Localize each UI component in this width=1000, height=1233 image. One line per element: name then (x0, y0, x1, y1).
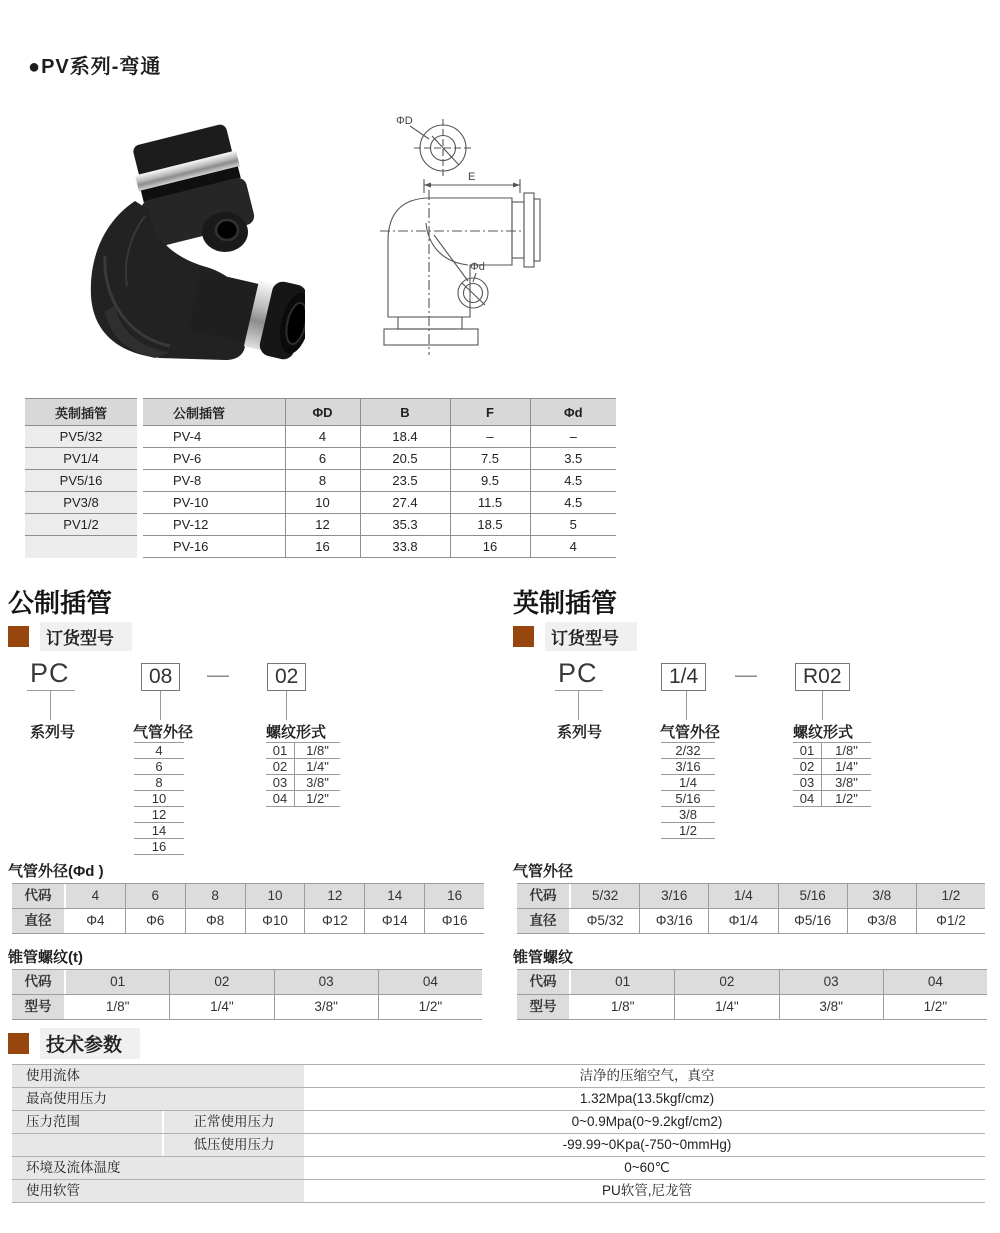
table-cell: 10 (245, 884, 305, 908)
table-cell: 3/16 (639, 884, 708, 908)
table-cell: 9.5 (450, 470, 530, 492)
table-row (793, 759, 871, 775)
connector-line (555, 690, 603, 691)
option-item: 14 (134, 823, 184, 839)
table-row (793, 743, 871, 759)
table-cell: 1/4" (169, 995, 273, 1019)
option-item: 12 (134, 807, 184, 823)
table-cell: 1/2" (306, 791, 329, 806)
table-cell: 35.3 (360, 514, 450, 536)
dim-label-phiD: ΦD (396, 115, 413, 127)
thread-form-label: 螺纹形式 (266, 724, 327, 741)
table-cell: 04 (883, 970, 987, 994)
row-header: 直径 (517, 909, 571, 933)
dim-label-phid: Φd (470, 261, 485, 273)
code-dash: — (207, 662, 229, 687)
table-cell: 16 (424, 884, 484, 908)
tech-params-header (8, 1028, 140, 1059)
table-cell: Φ10 (245, 909, 305, 933)
option-item: 16 (134, 839, 184, 855)
table-cell: 04 (793, 791, 822, 806)
table-cell: 02 (266, 759, 295, 774)
section-title-imperial: 英制插管 (513, 588, 618, 618)
table-cell: PV5/16 (25, 470, 140, 492)
table-cell: 3/8" (306, 775, 329, 790)
code-thread-box-imperial: R02 (795, 663, 850, 691)
row-header: 最高使用压力 (12, 1088, 304, 1110)
tube-od-label: 气管外径 (660, 724, 721, 741)
table-cell: 5 (530, 514, 616, 536)
table-cell: 4 (285, 426, 360, 448)
table-row (517, 995, 987, 1020)
tube-od-label: 气管外径 (133, 724, 194, 741)
dim-label-E: E (468, 171, 476, 183)
row-header: 压力范围 (12, 1111, 162, 1133)
table-row (517, 969, 987, 995)
table-cell: 1/8" (835, 743, 858, 758)
table-cell: 12 (304, 884, 364, 908)
table-row (25, 492, 616, 514)
table-cell: 04 (378, 970, 482, 994)
series-label: 系列号 (30, 724, 76, 741)
option-item: 5/16 (661, 791, 715, 807)
order-code-header-metric (8, 622, 132, 651)
table-cell: PV5/32 (25, 426, 140, 448)
table-cell: 02 (169, 970, 273, 994)
thread-options-table-imperial (793, 742, 871, 807)
table-row (266, 775, 340, 791)
table-row (12, 1134, 985, 1157)
table-cell: Φ16 (424, 909, 484, 933)
table-cell: 5/16 (778, 884, 847, 908)
code-series-metric: PC (30, 658, 70, 688)
tube-od-options-imperial (661, 742, 715, 839)
option-item: 10 (134, 791, 184, 807)
row-header: 代码 (12, 884, 66, 908)
table-cell: Φ3/16 (639, 909, 708, 933)
table-cell: 10 (285, 492, 360, 514)
table-row (12, 1180, 985, 1203)
table-cell: PV1/4 (25, 448, 140, 470)
table-cell: 20.5 (360, 448, 450, 470)
table-cell: PV-10 (140, 492, 285, 514)
table-row (793, 791, 871, 807)
option-item: 3/8 (661, 807, 715, 823)
table-cell: 0~0.9Mpa(0~9.2kgf/cm2) (304, 1111, 985, 1133)
row-header: 代码 (517, 884, 571, 908)
column-header: ΦD (285, 399, 360, 426)
connector-line (686, 691, 687, 720)
column-header: 英制插管 (25, 399, 140, 426)
table-cell: 18.4 (360, 426, 450, 448)
table-row (12, 1064, 985, 1088)
row-header: 使用软管 (12, 1180, 304, 1202)
table-row (25, 426, 616, 448)
option-item: 1/4 (661, 775, 715, 791)
table-cell: Φ1/2 (916, 909, 985, 933)
table-row (266, 759, 340, 775)
thread-table-imperial (517, 969, 987, 1020)
table-cell: 01 (66, 970, 169, 994)
thread-options-table-metric (266, 742, 340, 807)
table-cell: Φ5/16 (778, 909, 847, 933)
section-marker (8, 626, 29, 647)
code-dash: — (735, 662, 757, 687)
table-row (12, 1157, 985, 1180)
table-cell: 1/4" (835, 759, 858, 774)
thread-form-label: 螺纹形式 (793, 724, 854, 741)
row-header (12, 1134, 162, 1156)
table-row (25, 536, 616, 558)
table-cell: 01 (571, 970, 674, 994)
spec-table-wrap (25, 398, 616, 558)
table-cell: Φ1/4 (708, 909, 777, 933)
table-cell: Φ4 (66, 909, 125, 933)
table-cell: 1.32Mpa(13.5kgf/cmz) (304, 1088, 985, 1110)
table-cell: 洁净的压缩空气，真空 (304, 1065, 985, 1087)
table-row (12, 1111, 985, 1134)
table-cell: 04 (266, 791, 295, 806)
table-cell: 27.4 (360, 492, 450, 514)
column-header: Φd (530, 399, 616, 426)
table-cell: PV-16 (140, 536, 285, 558)
column-header: 公制插管 (140, 399, 285, 426)
table-row (25, 514, 616, 536)
tube-od-options-metric (134, 742, 184, 855)
table-cell: Φ12 (304, 909, 364, 933)
connector-line (50, 690, 51, 720)
table-cell: 02 (674, 970, 778, 994)
table-cell: 18.5 (450, 514, 530, 536)
product-photo (75, 106, 305, 386)
table-cell: 6 (285, 448, 360, 470)
tech-params-title: 技术参数 (40, 1028, 140, 1059)
section-marker (8, 1033, 29, 1054)
connector-line (27, 690, 75, 691)
table-cell: 4.5 (530, 492, 616, 514)
tube-od-table-title-imperial: 气管外径 (513, 863, 574, 880)
table-cell: 1/4" (674, 995, 778, 1019)
table-cell: 1/4" (306, 759, 329, 774)
column-header: B (360, 399, 450, 426)
connector-line (578, 690, 579, 720)
code-size-box-metric: 08 (141, 663, 180, 691)
table-cell: 1/4 (708, 884, 777, 908)
table-cell: 33.8 (360, 536, 450, 558)
table-cell: 14 (364, 884, 424, 908)
table-cell: Φ14 (364, 909, 424, 933)
table-cell (25, 536, 140, 558)
table-row (12, 909, 484, 934)
row-header: 型号 (12, 995, 66, 1019)
table-cell: Φ6 (125, 909, 185, 933)
table-cell: 0~60℃ (304, 1157, 985, 1179)
table-cell: 4.5 (530, 470, 616, 492)
table-cell: 1/2" (835, 791, 858, 806)
table-cell: 8 (285, 470, 360, 492)
table-cell: 5/32 (571, 884, 639, 908)
table-cell: PV-6 (140, 448, 285, 470)
row-subheader: 正常使用压力 (162, 1111, 304, 1133)
table-cell: 6 (125, 884, 185, 908)
option-item: 2/32 (661, 743, 715, 759)
table-cell: 3/8" (274, 995, 378, 1019)
table-row (12, 995, 482, 1020)
table-cell: 12 (285, 514, 360, 536)
option-item: 4 (134, 743, 184, 759)
table-cell: 1/2 (916, 884, 985, 908)
table-cell: 03 (779, 970, 883, 994)
column-header: F (450, 399, 530, 426)
table-cell: 16 (450, 536, 530, 558)
section-title-metric: 公制插管 (8, 588, 113, 618)
row-header: 直径 (12, 909, 66, 933)
table-cell: 23.5 (360, 470, 450, 492)
row-header: 代码 (12, 970, 66, 994)
table-cell: PV-12 (140, 514, 285, 536)
table-cell: 11.5 (450, 492, 530, 514)
order-code-label: 订货型号 (545, 622, 637, 651)
row-header: 环境及流体温度 (12, 1157, 304, 1179)
table-cell: 1/2" (883, 995, 987, 1019)
table-row (25, 448, 616, 470)
table-cell: 4 (66, 884, 125, 908)
code-thread-box-metric: 02 (267, 663, 306, 691)
table-cell: 3.5 (530, 448, 616, 470)
table-cell: 03 (274, 970, 378, 994)
table-row (12, 883, 484, 909)
row-header: 代码 (517, 970, 571, 994)
option-item: 8 (134, 775, 184, 791)
table-cell: 01 (793, 743, 822, 758)
table-row (517, 909, 985, 934)
table-cell: PV-4 (140, 426, 285, 448)
series-label: 系列号 (557, 724, 603, 741)
table-row (266, 791, 340, 807)
table-cell: PV3/8 (25, 492, 140, 514)
tube-od-table-title-metric: 气管外径(Φd ) (8, 863, 104, 880)
thread-table-metric (12, 969, 482, 1020)
order-code-header-imperial (513, 622, 637, 651)
code-size-box-imperial: 1/4 (661, 663, 706, 691)
table-cell: 3/8 (847, 884, 916, 908)
table-cell: 7.5 (450, 448, 530, 470)
code-series-imperial: PC (558, 658, 598, 688)
connector-line (286, 691, 287, 720)
table-cell: 1/8" (306, 743, 329, 758)
table-cell: – (450, 426, 530, 448)
option-item: 6 (134, 759, 184, 775)
side-nub (202, 212, 248, 252)
table-row (12, 969, 482, 995)
table-cell: PV-8 (140, 470, 285, 492)
table-row (12, 1088, 985, 1111)
page-title: ●PV系列-弯通 (28, 56, 162, 78)
thread-table-title-imperial: 锥管螺纹 (513, 949, 574, 966)
connector-line (160, 691, 161, 720)
table-cell: Φ8 (185, 909, 245, 933)
table-cell: 3/8" (779, 995, 883, 1019)
thread-table-title-metric: 锥管螺纹(t) (8, 949, 83, 966)
table-row (793, 775, 871, 791)
table-cell: 8 (185, 884, 245, 908)
option-item: 3/16 (661, 759, 715, 775)
row-header: 型号 (517, 995, 571, 1019)
table-cell: 16 (285, 536, 360, 558)
tube-od-table-imperial (517, 883, 985, 934)
tube-od-table-metric (12, 883, 484, 934)
table-cell: PV1/2 (25, 514, 140, 536)
table-cell: Φ5/32 (571, 909, 639, 933)
table-cell: – (530, 426, 616, 448)
table-cell: 03 (266, 775, 295, 790)
spec-table (25, 398, 616, 558)
table-row (266, 743, 340, 759)
row-header: 使用流体 (12, 1065, 304, 1087)
table-row (517, 883, 985, 909)
table-cell: 01 (266, 743, 295, 758)
table-row (25, 470, 616, 492)
order-code-label: 订货型号 (40, 622, 132, 651)
table-cell: Φ3/8 (847, 909, 916, 933)
table-cell: 1/8" (571, 995, 674, 1019)
table-cell: 02 (793, 759, 822, 774)
table-cell: 03 (793, 775, 822, 790)
option-item: 1/2 (661, 823, 715, 839)
table-cell: 4 (530, 536, 616, 558)
table-cell: 1/2" (378, 995, 482, 1019)
table-cell: 1/8" (66, 995, 169, 1019)
table-cell: PU软管,尼龙管 (304, 1180, 985, 1202)
tech-params-table (12, 1064, 985, 1203)
technical-drawing (372, 95, 567, 387)
table-cell: 3/8" (835, 775, 858, 790)
section-marker (513, 626, 534, 647)
connector-line (822, 691, 823, 720)
table-cell: -99.99~0Kpa(-750~0mmHg) (304, 1134, 985, 1156)
row-subheader: 低压使用压力 (162, 1134, 304, 1156)
